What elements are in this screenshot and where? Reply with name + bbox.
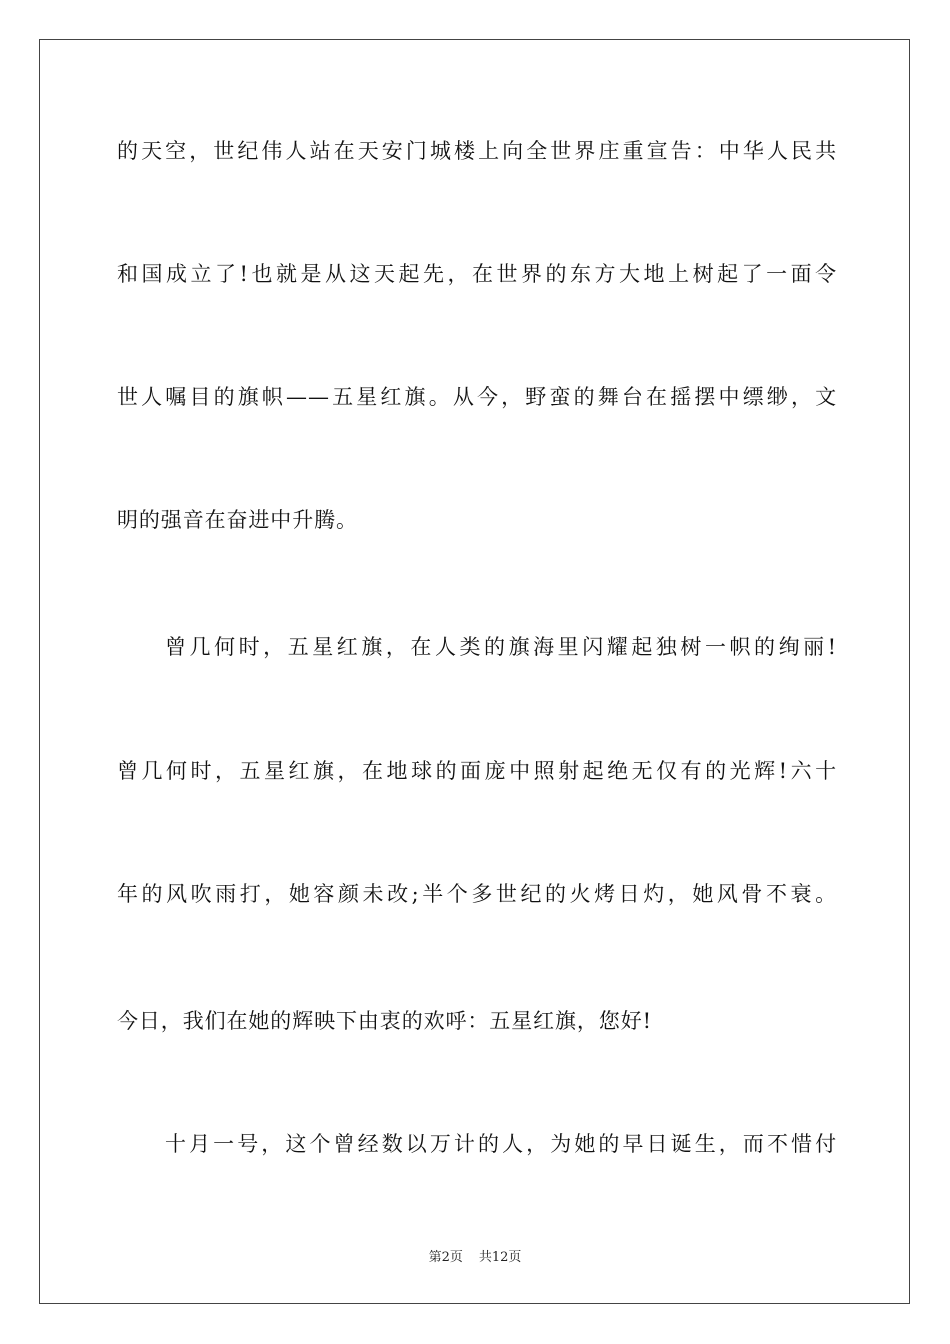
paragraph-line: 世人嘱目的旗帜——五星红旗。从今，野蛮的舞台在摇摆中缥缈，文	[117, 385, 837, 409]
paragraph-line: 十月一号，这个曾经数以万计的人，为她的早日诞生，而不惜付	[165, 1132, 837, 1156]
page-number: 第2页	[428, 1250, 463, 1265]
paragraph-line: 今日，我们在她的辉映下由衷的欢呼：五星红旗，您好!	[117, 1009, 652, 1033]
paragraph-line: 曾几何时，五星红旗，在地球的面庞中照射起绝无仅有的光辉!六十	[117, 759, 837, 783]
paragraph-line: 年的风吹雨打，她容颜未改;半个多世纪的火烤日灼，她风骨不衰。	[117, 882, 837, 906]
paragraph-line: 的天空，世纪伟人站在天安门城楼上向全世界庄重宣告：中华人民共	[117, 139, 837, 163]
paragraph-line: 和国成立了!也就是从这天起先，在世界的东方大地上树起了一面令	[117, 262, 837, 286]
page-footer	[0, 1246, 950, 1265]
paragraph-line: 曾几何时，五星红旗，在人类的旗海里闪耀起独树一帜的绚丽!	[165, 635, 837, 659]
page-total: 共12页	[478, 1250, 522, 1265]
paragraph-line: 明的强音在奋进中升腾。	[117, 508, 358, 532]
page-border	[39, 39, 910, 1304]
